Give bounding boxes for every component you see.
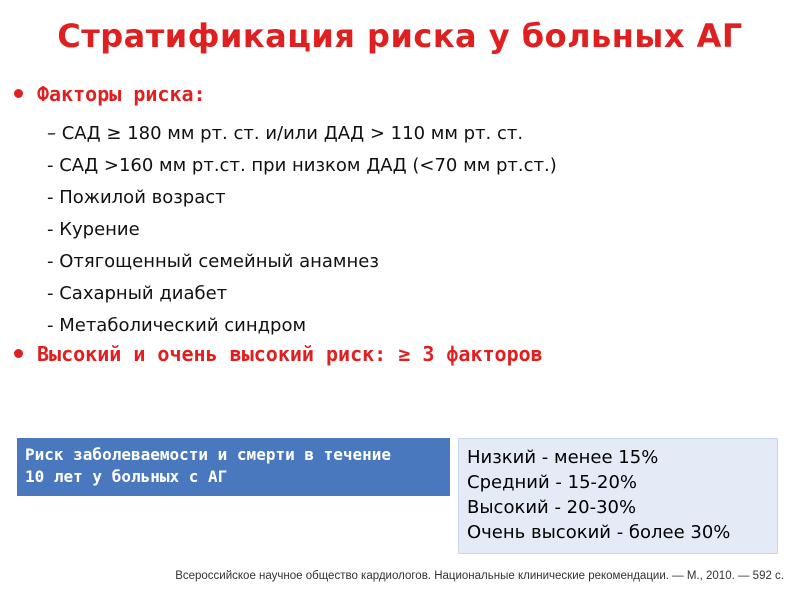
risk-levels-box [458,438,778,554]
list-item: - Пожилой возраст [47,187,226,208]
risk-factors-list [47,122,557,346]
risk-definition-line-2: 10 лет у больных с АГ [25,467,228,486]
list-item: - Курение [47,219,140,240]
risk-level-very-high: Очень высокий - более 30% [467,522,731,543]
risk-level-medium: Средний - 15-20% [467,472,638,493]
high-risk-statement [14,342,543,366]
list-item: - Метаболический синдром [47,315,307,336]
list-item: - Сахарный диабет [47,283,228,304]
slide-title: Стратификация риска у больных АГ [57,17,743,55]
list-item: – САД ≥ 180 мм рт. ст. и/или ДАД > 110 мм рт. ст. [47,123,524,144]
bullet-icon [14,349,23,358]
risk-level-low: Низкий - менее 15% [467,447,659,468]
risk-definition-box [17,438,450,496]
risk-factors-heading-text: Факторы риска: [37,82,206,106]
risk-factors-heading [14,82,206,106]
high-risk-statement-text: Высокий и очень высокий риск: ≥ 3 факторов [37,342,543,366]
list-item: - САД >160 мм рт.ст. при низком ДАД (<70 мм рт.ст.) [47,155,557,176]
list-item: - Отягощенный семейный анамнез [47,251,379,272]
risk-definition-line-1: Риск заболеваемости и смерти в течение [25,445,392,464]
bullet-icon [14,89,23,98]
citation-footer: Всероссийское научное общество кардиологов. Национальные клинические рекомендации. — М., 2010. — 592 с. [175,570,784,582]
risk-level-high: Высокий - 20-30% [467,497,637,518]
